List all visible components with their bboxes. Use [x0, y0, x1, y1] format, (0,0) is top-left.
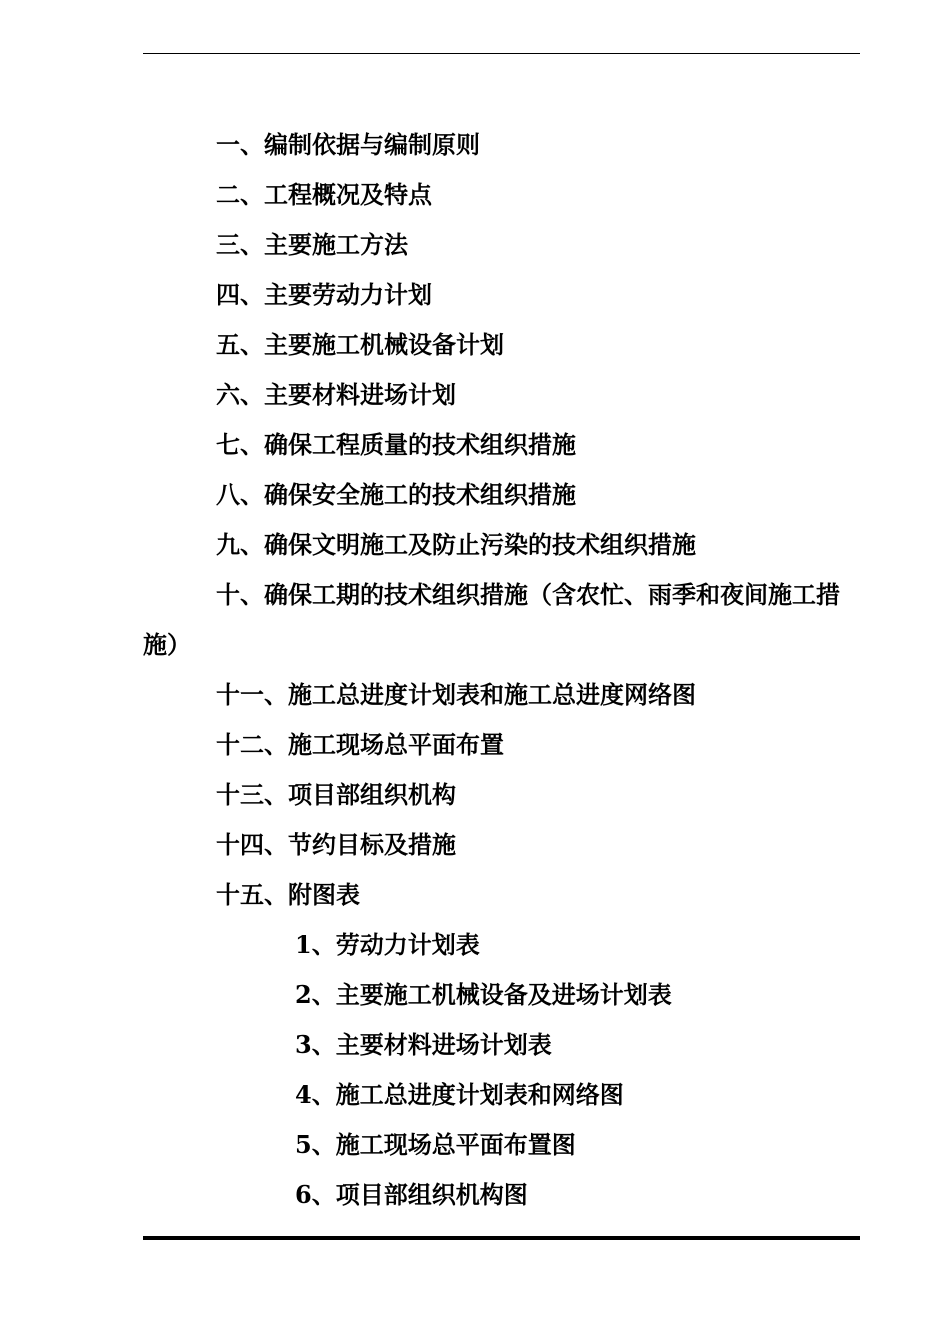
toc-subitem-5: 5、施工现场总平面布置图 — [295, 1130, 576, 1159]
toc-subitem-2: 2、主要施工机械设备及进场计划表 — [295, 980, 672, 1009]
toc-item-15: 十五、附图表 — [216, 880, 360, 909]
toc-item-11: 十一、施工总进度计划表和施工总进度网络图 — [216, 680, 696, 709]
toc-subitem-6: 6、项目部组织机构图 — [295, 1180, 528, 1209]
toc-item-8: 八、确保安全施工的技术组织措施 — [216, 480, 576, 509]
table-of-contents — [143, 120, 860, 1220]
toc-item-6: 六、主要材料进场计划 — [216, 380, 456, 409]
toc-item-5: 五、主要施工机械设备计划 — [216, 330, 504, 359]
footer-rule — [143, 1236, 860, 1240]
toc-item-13: 十三、项目部组织机构 — [216, 780, 456, 809]
toc-subitem-3: 3、主要材料进场计划表 — [295, 1030, 552, 1059]
toc-item-7: 七、确保工程质量的技术组织措施 — [216, 430, 576, 459]
header-rule — [143, 53, 860, 54]
toc-item-12: 十二、施工现场总平面布置 — [216, 730, 504, 759]
toc-item-9: 九、确保文明施工及防止污染的技术组织措施 — [216, 530, 696, 559]
toc-subitem-1: 1、劳动力计划表 — [295, 930, 480, 959]
toc-item-10: 十、确保工期的技术组织措施（含农忙、雨季和夜间施工措 — [216, 580, 840, 609]
toc-item-10-continued: 施） — [143, 630, 191, 659]
toc-subitem-4: 4、施工总进度计划表和网络图 — [295, 1080, 624, 1109]
toc-item-2: 二、工程概况及特点 — [216, 180, 432, 209]
toc-item-4: 四、主要劳动力计划 — [216, 280, 432, 309]
toc-item-14: 十四、节约目标及措施 — [216, 830, 456, 859]
toc-item-1: 一、编制依据与编制原则 — [216, 130, 480, 159]
toc-item-3: 三、主要施工方法 — [216, 230, 408, 259]
